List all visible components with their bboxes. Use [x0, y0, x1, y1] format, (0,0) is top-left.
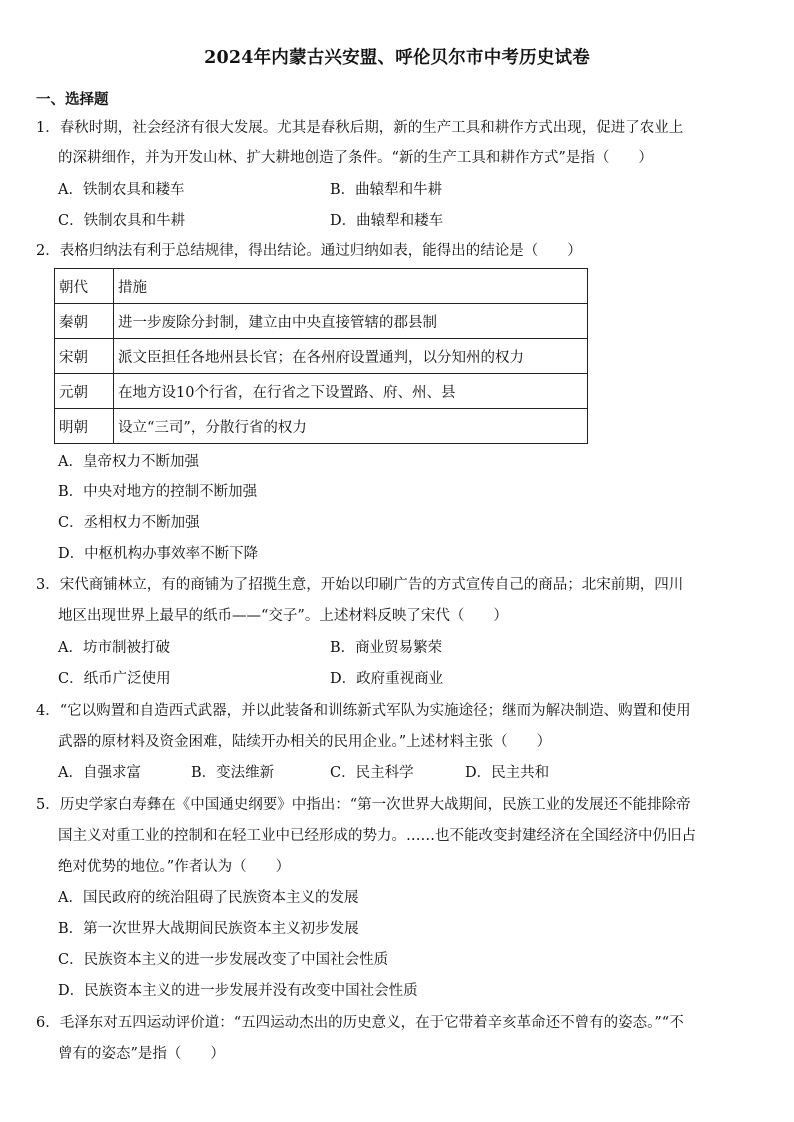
table-cell: 在地方设10个行省，在行省之下设置路、府、州、县: [114, 374, 588, 409]
q3-option-d: D．政府重视商业: [330, 671, 444, 687]
table-cell: 明朝: [55, 409, 114, 444]
q5-stem-line2: 国主义对重工业的控制和在轻工业中已经形成的势力。……也不能改变封建经济在全国经济中仍旧占: [58, 828, 696, 844]
table-cell: 派文臣担任各地州县长官；在各州府设置通判，以分知州的权力: [114, 339, 588, 374]
page-title: 2024年内蒙古兴安盟、呼伦贝尔市中考历史试卷: [204, 48, 590, 68]
q2-option-c: C．丞相权力不断加强: [58, 515, 200, 531]
q6-stem-line1: 6．毛泽东对五四运动评价道：“五四运动杰出的历史意义，在于它带着辛亥革命还不曾有的姿态。”“不: [36, 1015, 684, 1031]
q5-option-b: B．第一次世界大战期间民族资本主义初步发展: [58, 921, 359, 937]
q3-stem-line2: 地区出现世界上最早的纸币——“交子”。上述材料反映了宋代（ ）: [58, 608, 508, 624]
q5-option-c: C．民族资本主义的进一步发展改变了中国社会性质: [58, 952, 389, 968]
table-header-cell: 措施: [114, 269, 588, 304]
q5-stem-line3: 绝对优势的地位。”作者认为（ ）: [58, 859, 291, 875]
q1-option-d: D．曲辕犁和耧车: [330, 213, 444, 229]
table-cell: 秦朝: [55, 304, 114, 339]
table-row: [55, 409, 588, 444]
q3-option-b: B．商业贸易繁荣: [330, 640, 443, 656]
table-cell: 宋朝: [55, 339, 114, 374]
table-header-row: [55, 269, 588, 304]
q4-option-c: C．民主科学: [330, 765, 414, 781]
table-row: [55, 304, 588, 339]
q1-stem-line1: 1．春秋时期，社会经济有很大发展。尤其是春秋后期，新的生产工具和耕作方式出现，促进了农业上: [36, 120, 684, 136]
q1-option-b: B．曲辕犁和牛耕: [330, 182, 443, 198]
q2-stem-line1: 2．表格归纳法有利于总结规律，得出结论。通过归纳如表，能得出的结论是（ ）: [36, 243, 582, 259]
q1-option-a: A．铁制农具和耧车: [58, 182, 185, 198]
table-header-cell: 朝代: [55, 269, 114, 304]
q3-stem-line1: 3．宋代商铺林立，有的商铺为了招揽生意，开始以印刷广告的方式宣传自己的商品；北宋前期，四川: [36, 577, 684, 593]
q5-option-a: A．国民政府的统治阻碍了民族资本主义的发展: [58, 890, 359, 906]
q4-stem-line1: 4．“它以购置和自造西式武器，并以此装备和训练新式军队为实施途径；继而为解决制造、购置和使用: [36, 703, 691, 719]
q4-option-a: A．自强求富: [58, 765, 141, 781]
q2-option-a: A．皇帝权力不断加强: [58, 454, 199, 470]
q2-option-b: B．中央对地方的控制不断加强: [58, 484, 258, 500]
q2-option-d: D．中枢机构办事效率不断下降: [58, 546, 259, 562]
q3-option-a: A．坊市制被打破: [58, 640, 170, 656]
q4-stem-line2: 武器的原材料及资金困难，陆续开办相关的民用企业。”上述材料主张（ ）: [58, 734, 552, 750]
table-row: [55, 374, 588, 409]
table-cell: 设立“三司”，分散行省的权力: [114, 409, 588, 444]
table-cell: 元朝: [55, 374, 114, 409]
table-row: [55, 339, 588, 374]
q5-stem-line1: 5．历史学家白寿彝在《中国通史纲要》中指出：“第一次世界大战期间，民族工业的发展还不能排除帝: [36, 797, 691, 813]
q2-table: [54, 268, 588, 444]
q4-option-d: D．民主共和: [465, 765, 550, 781]
q5-option-d: D．民族资本主义的进一步发展并没有改变中国社会性质: [58, 983, 418, 999]
q1-stem-line2: 的深耕细作，并为开发山林、扩大耕地创造了条件。“新的生产工具和耕作方式”是指（ ）: [58, 150, 653, 166]
table-cell: 进一步废除分封制，建立由中央直接管辖的郡县制: [114, 304, 588, 339]
q3-option-c: C．纸币广泛使用: [58, 671, 171, 687]
q1-option-c: C．铁制农具和牛耕: [58, 213, 186, 229]
q6-stem-line2: 曾有的姿态”是指（ ）: [58, 1046, 225, 1062]
q4-option-b: B．变法维新: [191, 765, 275, 781]
section-heading: 一、选择题: [36, 91, 109, 108]
